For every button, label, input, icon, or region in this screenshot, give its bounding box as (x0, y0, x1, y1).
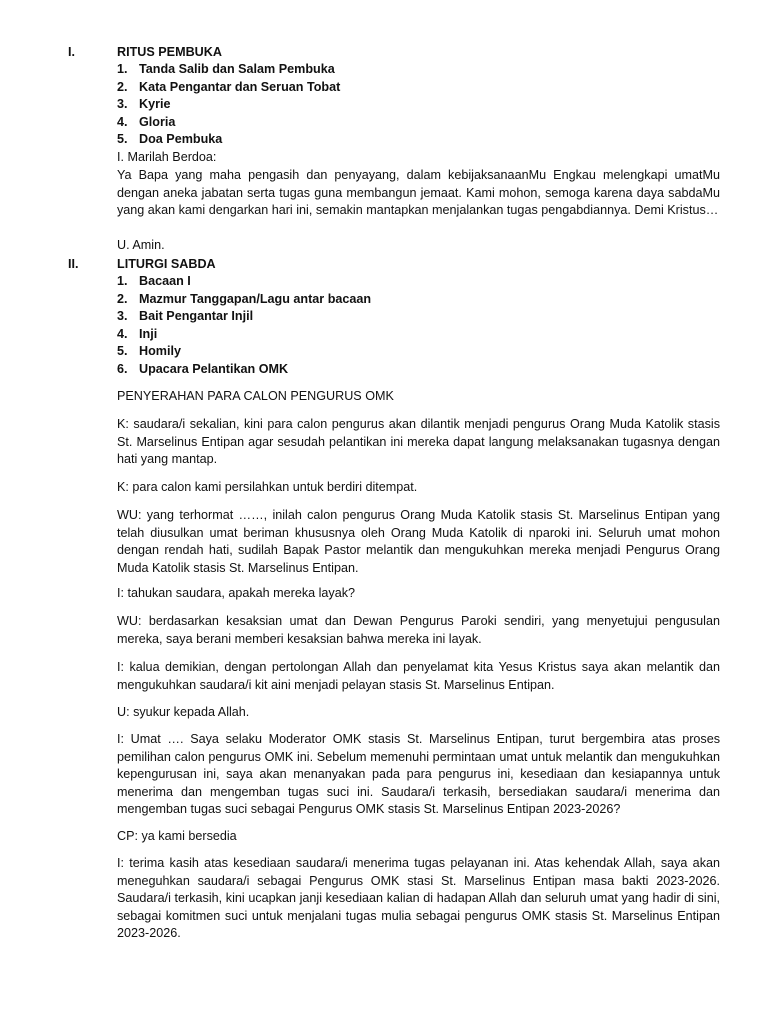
list-item (117, 326, 371, 344)
list-item-label: Doa Pembuka (139, 132, 223, 147)
list-item (117, 96, 340, 114)
list-item-label: Bait Pengantar Injil (139, 309, 254, 324)
list-item-label: Mazmur Tanggapan/Lagu antar bacaan (139, 291, 372, 306)
list-item (117, 61, 340, 79)
marilah-berdoa: I. Marilah Berdoa: (117, 150, 217, 164)
list-item-label: Kyrie (139, 97, 171, 112)
list-item-number: 1. (117, 274, 128, 288)
section-2-number: II. (68, 257, 79, 271)
list-item (117, 131, 340, 149)
paragraph: WU: berdasarkan kesaksian umat dan Dewan Pengurus Paroki sendiri, yang menyetujui pengusulan mereka, saya berani memberi kesaksian bahwa mereka ini layak. (117, 614, 720, 646)
list-item (117, 308, 371, 326)
list-item-number: 4. (117, 326, 128, 341)
list-item-number: 1. (117, 62, 128, 76)
paragraph: I: tahukan saudara, apakah mereka layak? (117, 586, 356, 600)
list-item (117, 291, 371, 309)
paragraph: WU: yang terhormat ……, inilah calon pengurus Orang Muda Katolik stasis St. Marselinus Entipan yang telah diusulkan umat beriman khususnya oleh Orang Muda Katolik di nparoki ini. Seluruh umat mohon dengan rendah hati, sudilah Bapak Pastor melantik dan mengukuhkan mereka menjadi Pengurus Orang Muda Katolik stasis St. Marselinus Entipan. (117, 508, 720, 575)
list-item-number: 5. (117, 132, 128, 147)
list-item-number: 3. (117, 97, 128, 112)
paragraph: I: terima kasih atas kesediaan saudara/i menerima tugas pelayanan ini. Atas kehendak Allah, saya akan meneguhkan saudara/i sebagai Pengurus OMK stasi St. Marselinus Entipan masa bakti 2023-2026. Saudara/i terkasih, kini ucapkan janji kesediaan kalian di hadapan Allah dan seluruh umat yang hadir di sini, sebagai komitmen suci untuk menjalani tugas mulia sebagai pengurus OMK stasis St. Marselinus Entipan 2023-2026. (117, 856, 720, 941)
list-item (117, 79, 340, 97)
list-item (117, 273, 371, 291)
section-1-number: I. (68, 45, 75, 59)
list-item-label: Bacaan I (139, 274, 191, 288)
paragraph: CP: ya kami bersedia (117, 829, 237, 843)
list-item-label: Tanda Salib dan Salam Pembuka (139, 62, 335, 76)
paragraph: I: kalua demikian, dengan pertolongan Allah dan penyelamat kita Yesus Kristus saya akan melantik dan mengukuhkan saudara/i kit aini menjadi pelayan stasis St. Marselinus Entipan. (117, 660, 720, 692)
list-item-label: Kata Pengantar dan Seruan Tobat (139, 79, 341, 94)
paragraph: U: syukur kepada Allah. (117, 705, 250, 719)
list-item-number: 6. (117, 361, 128, 376)
section-heading-penyerahan: PENYERAHAN PARA CALON PENGURUS OMK (117, 389, 394, 403)
section-1-list (117, 61, 340, 149)
list-item-number: 2. (117, 79, 128, 94)
list-item (117, 343, 371, 361)
amen-response: U. Amin. (117, 238, 165, 252)
opening-prayer: Ya Bapa yang maha pengasih dan penyayang, dalam kebijaksanaanMu Engkau melengkapi umatMu dengan aneka jabatan serta tugas guna membangun jemaat. Kami mohon, semoga karena daya sabdaMu yang akan kami dengarkan hari ini, semakin mantapkan menjalankan tugas pengabdiannya. Demi Kristus… (117, 168, 720, 218)
section-1-heading (68, 44, 222, 61)
section-2-title: LITURGI SABDA (117, 257, 216, 271)
list-item-number: 4. (117, 114, 128, 129)
section-2-heading (68, 256, 216, 273)
list-item-label: Inji (139, 326, 158, 341)
list-item-label: Gloria (139, 114, 176, 129)
paragraph: I: Umat …. Saya selaku Moderator OMK stasis St. Marselinus Entipan, turut bergembira atas proses pemilihan calon pengurus OMK ini. Sebelum memenuhi permintaan umat untuk melantik dan mengukuhkan kepengurusan ini, saya akan menanyakan pada para pengurus ini, kesediaan dan kesiapannya untuk menerima dan mengemban tugas suci ini. Saudara/i terkasih, bersediakan saudara/i menerima dan mengemban tugas suci sebagai Pengurus OMK stasis St. Marselinus Entipan 2023-2026? (117, 732, 720, 817)
list-item-label: Upacara Pelantikan OMK (139, 361, 289, 376)
paragraph: K: saudara/i sekalian, kini para calon pengurus akan dilantik menjadi pengurus Orang Muda Katolik stasis St. Marselinus Entipan agar sesudah pelantikan ini mereka dapat langung melaksanakan tugasnya dengan hati yang mantap. (117, 417, 720, 467)
list-item (117, 114, 340, 132)
paragraph: K: para calon kami persilahkan untuk berdiri ditempat. (117, 480, 418, 494)
list-item (117, 361, 371, 379)
list-item-label: Homily (139, 344, 181, 359)
list-item-number: 3. (117, 309, 128, 324)
list-item-number: 2. (117, 291, 128, 306)
list-item-number: 5. (117, 344, 128, 359)
section-2-list (117, 273, 371, 379)
section-1-title: RITUS PEMBUKA (117, 45, 222, 59)
